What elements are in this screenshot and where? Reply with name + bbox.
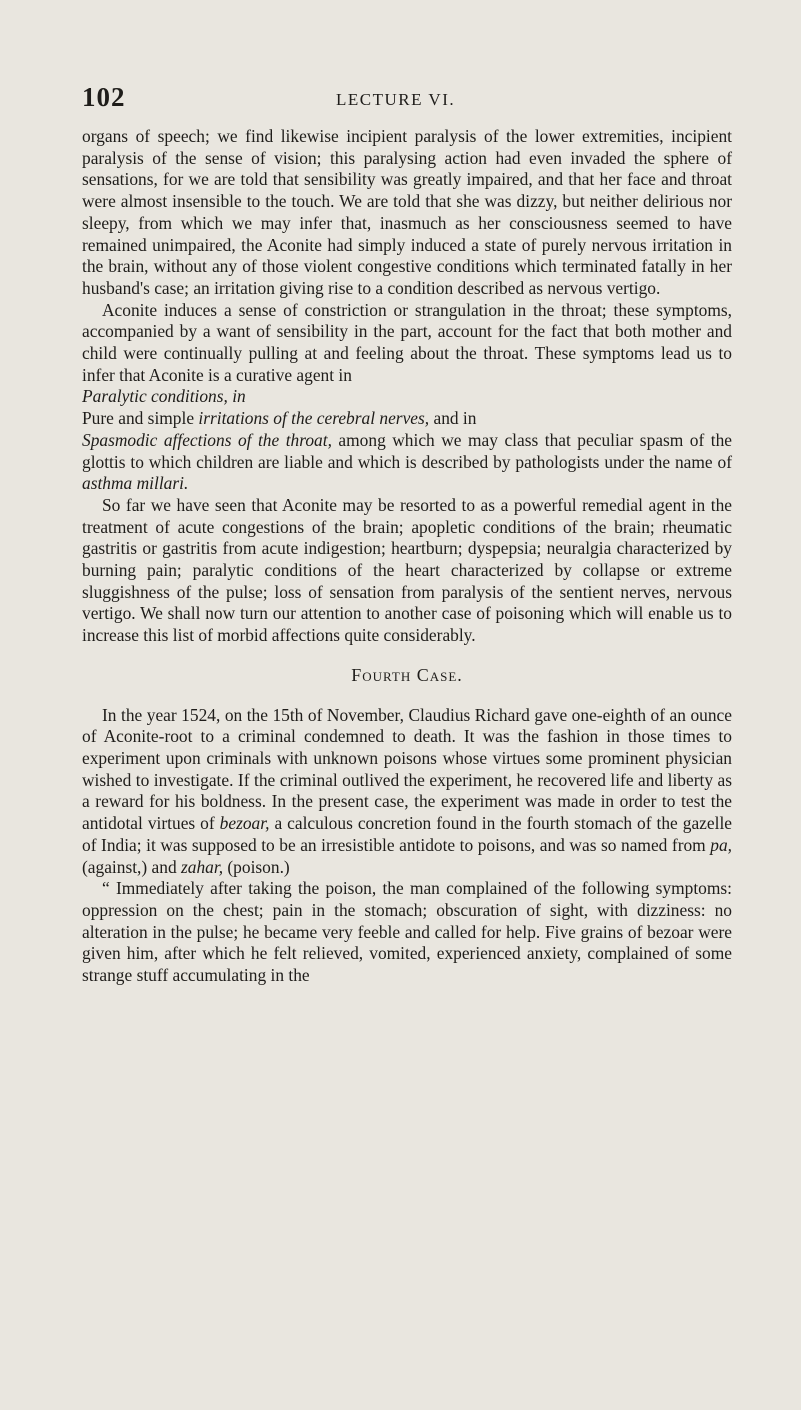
p5-italic-1: Spasmodic affections of the throat,: [82, 429, 332, 450]
p7-italic-3: zahar,: [181, 856, 224, 877]
p7-italic-2: pa,: [710, 834, 732, 855]
paragraph-5: [82, 430, 732, 495]
p7-text-d: (poison.): [223, 856, 290, 877]
paragraph-3: [82, 386, 732, 408]
paragraph-2: Aconite induces a sense of constriction or strangulation in the throat; these symptoms, accompanied by a want of sensibility in the part, account for the fact that both mother and child were continually pulling at and feeling about the throat. These symptoms lead us to infer that Aconite is a curative agent in: [82, 299, 732, 385]
paragraph-6: So far we have seen that Aconite may be resorted to as a powerful remedial agent in the treatment of acute congestions of the brain; apopletic conditions of the brain; rheumatic gastritis or gastritis from acute indigestion; heartburn; dyspepsia; neuralgia characterized by burning pain; paralytic conditions of the heart characterized by collapse or extreme sluggishness of the pulse; loss of sensation from paralysis of the sentient nerves, nervous vertigo. We shall now turn our attention to another case of poisoning which will enable us to increase this list of morbid affections quite considerably.: [82, 494, 732, 646]
p7-text-b: a calculous concretion found in the fourth stomach of the gazelle of India; it was supposed to be an irresistible antidote to poisons, and was so named from: [82, 813, 732, 855]
running-head: LECTURE VI.: [336, 90, 456, 109]
paralytic-conditions-text: Paralytic conditions, in: [82, 386, 246, 407]
p5-text-a: among which we may class that peculiar spasm of the glottis to which children are liable and which is described by pathologists under the name of: [82, 429, 732, 472]
paragraph-8: “ Immediately after taking the poison, the man complained of the following symptoms: oppression on the chest; pain in the stomach; obscuration of sight, with dizziness: no alteration in the pulse; he became very feeble and called for help. Five grains of bezoar were given him, after which he felt relieved, vomited, experienced anxiety, complained of some strange stuff accumulating in the: [82, 878, 732, 986]
page-header: [0, 82, 801, 112]
page-number: 102: [82, 82, 126, 112]
page-body: [82, 126, 732, 987]
p7-text-c: (against,) and: [82, 856, 181, 877]
paragraph-1: organs of speech; we find likewise incipient paralysis of the lower extremities, incipient paralysis of the sense of vision; this paralysing action had even invaded the sphere of sensations, for we are told that sensibility was greatly impaired, and that her face and throat were almost insensible to the touch. We are told that she was dizzy, but neither delirious nor sleepy, from which we may infer that, inasmuch as her consciousness seemed to have remained unimpaired, the Aconite had simply induced a state of purely nervous irritation in the brain, without any of those violent congestive conditions which terminated fatally in her husband's case; an irritation giving rise to a condition described as nervous vertigo.: [82, 126, 732, 298]
p7-italic-1: bezoar,: [219, 813, 270, 834]
p4-text-b: and in: [429, 408, 477, 429]
section-title: Fourth Case.: [351, 664, 463, 685]
p7-text-a: In the year 1524, on the 15th of November, Claudius Richard gave one-eighth of an ounce of Aconite-root to a criminal condemned to death. It was the fashion in those times to experiment upon criminals with unknown poisons whose virtues some prominent physician wished to investigate. If the criminal outlived the experiment, he recovered life and liberty as a reward for his boldness. In the present case, the experiment was made in order to test the antidotal virtues of: [82, 704, 732, 834]
paragraph-4: [82, 408, 732, 430]
paragraph-7: [82, 705, 732, 879]
p4-text-a: Pure and simple: [82, 408, 199, 429]
p4-italic: irritations of the cerebral nerves,: [198, 408, 430, 429]
p5-italic-2: asthma millari.: [82, 473, 189, 494]
